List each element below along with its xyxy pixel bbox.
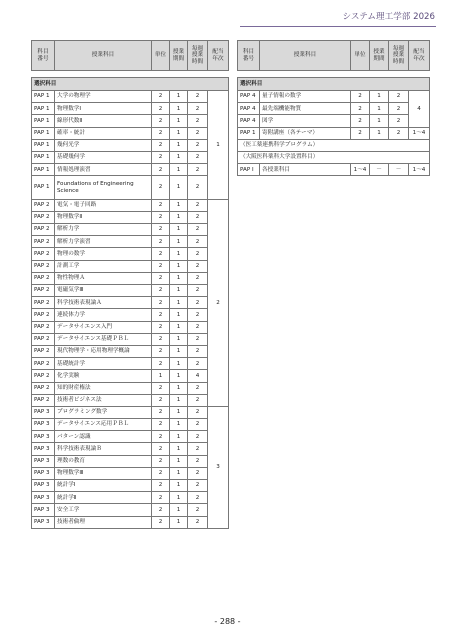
- table-row: [32, 139, 229, 151]
- col-header-year: 配当 年次: [409, 41, 430, 71]
- course-number: PAP 3: [32, 467, 55, 479]
- units: 2: [152, 406, 170, 418]
- course-name: Foundations of Engineering Science: [55, 176, 152, 199]
- course-number: PAP 1: [238, 127, 260, 139]
- course-name: 理数の教育: [55, 455, 152, 467]
- course-number: PAP 2: [32, 224, 55, 236]
- course-name: 線形代数Ⅱ: [55, 115, 152, 127]
- table-row: [238, 103, 430, 115]
- units: 2: [152, 285, 170, 297]
- course-name: 基礎幾何学: [55, 151, 152, 163]
- weekly-hours: 2: [188, 176, 208, 199]
- col-header-weekly: 毎週 授業 時間: [389, 41, 409, 71]
- course-name: 科学技術表現論Ｂ: [55, 443, 152, 455]
- course-name: 物理数学Ⅱ: [55, 211, 152, 223]
- units: 1: [152, 370, 170, 382]
- table-row: [32, 248, 229, 260]
- header-rule: [240, 26, 436, 27]
- course-name: 大学の物理学: [55, 91, 152, 103]
- period: 1: [170, 504, 188, 516]
- weekly-hours: 2: [188, 333, 208, 345]
- period: 1: [170, 382, 188, 394]
- course-number: PAP 2: [32, 345, 55, 357]
- weekly-hours: 2: [188, 504, 208, 516]
- table-row: [32, 211, 229, 223]
- units: 2: [152, 164, 170, 176]
- period: 1: [170, 333, 188, 345]
- units: 2: [152, 297, 170, 309]
- weekly-hours: 2: [188, 127, 208, 139]
- table-row: [32, 321, 229, 333]
- weekly-hours: －: [389, 164, 409, 176]
- period: 1: [170, 431, 188, 443]
- period: －: [370, 164, 389, 176]
- table-row: [32, 419, 229, 431]
- table-row: [32, 382, 229, 394]
- col-header-course: 授業科目: [260, 41, 351, 71]
- course-name: データサイエンス入門: [55, 321, 152, 333]
- weekly-hours: 4: [188, 370, 208, 382]
- weekly-hours: 2: [188, 115, 208, 127]
- assigned-year: 1: [208, 91, 229, 200]
- weekly-hours: 2: [188, 151, 208, 163]
- course-number: PAP 1: [32, 139, 55, 151]
- weekly-hours: 2: [389, 127, 409, 139]
- period: 1: [170, 345, 188, 357]
- period: 1: [170, 139, 188, 151]
- units: 2: [152, 467, 170, 479]
- period: 1: [170, 260, 188, 272]
- course-number: PAP 1: [32, 164, 55, 176]
- program-note: （医工薬連携科学プログラム）: [238, 139, 430, 151]
- course-number: PAP 2: [32, 285, 55, 297]
- course-number: PAP 4: [238, 91, 260, 103]
- program-note: （大阪医科薬科大学設置科目）: [238, 151, 430, 163]
- table-row: [32, 164, 229, 176]
- course-name: 電磁気学Ⅲ: [55, 285, 152, 297]
- weekly-hours: 2: [188, 443, 208, 455]
- units: 2: [152, 248, 170, 260]
- course-name: 化学実験: [55, 370, 152, 382]
- course-number: PAP 3: [32, 431, 55, 443]
- period: 1: [170, 151, 188, 163]
- weekly-hours: 2: [188, 480, 208, 492]
- weekly-hours: 2: [188, 321, 208, 333]
- units: 2: [152, 115, 170, 127]
- period: 1: [170, 103, 188, 115]
- units: 2: [152, 236, 170, 248]
- course-number: PAP 2: [32, 394, 55, 406]
- course-number: PAP 2: [32, 370, 55, 382]
- course-name: 技術者ビジネス法: [55, 394, 152, 406]
- period: 1: [170, 91, 188, 103]
- course-name: 計測工学: [55, 260, 152, 272]
- period: 1: [170, 211, 188, 223]
- period: 1: [370, 103, 389, 115]
- course-name: 物性物理Ａ: [55, 272, 152, 284]
- table-row: [32, 516, 229, 528]
- period: 1: [170, 492, 188, 504]
- course-number: PAP 1: [32, 176, 55, 199]
- col-header-year: 配当 年次: [208, 41, 229, 71]
- section-label: 選択科目: [238, 78, 430, 91]
- period: 1: [170, 321, 188, 333]
- course-number: PAP 3: [32, 492, 55, 504]
- course-number: PAP 2: [32, 236, 55, 248]
- table-row: [32, 358, 229, 370]
- course-name: 統計学Ⅱ: [55, 492, 152, 504]
- course-number: PAP 3: [32, 406, 55, 418]
- period: 1: [170, 236, 188, 248]
- weekly-hours: 2: [188, 139, 208, 151]
- table-row: [238, 115, 430, 127]
- table-row: [32, 297, 229, 309]
- weekly-hours: 2: [188, 224, 208, 236]
- units: 2: [152, 91, 170, 103]
- units: 2: [351, 103, 370, 115]
- table-row: [238, 164, 430, 176]
- right-course-table: [237, 40, 430, 176]
- units: 2: [152, 504, 170, 516]
- weekly-hours: 2: [389, 115, 409, 127]
- table-row: [32, 431, 229, 443]
- course-number: PAP 2: [32, 382, 55, 394]
- weekly-hours: 2: [188, 358, 208, 370]
- assigned-year: 2: [208, 199, 229, 406]
- table-row: [32, 115, 229, 127]
- units: 2: [152, 431, 170, 443]
- left-course-table: [31, 40, 229, 529]
- course-name: 確率・統計: [55, 127, 152, 139]
- table-row: [32, 224, 229, 236]
- weekly-hours: 2: [188, 345, 208, 357]
- course-number: PAP 4: [238, 115, 260, 127]
- weekly-hours: 2: [188, 297, 208, 309]
- course-name: 基礎統計学: [55, 358, 152, 370]
- table-row: [32, 406, 229, 418]
- weekly-hours: 2: [188, 455, 208, 467]
- course-number: PAP 2: [32, 260, 55, 272]
- course-name: 寄附講座（各テーマ）: [260, 127, 351, 139]
- table-row: [32, 504, 229, 516]
- assigned-year: 3: [208, 406, 229, 528]
- table-row: [32, 91, 229, 103]
- table-row: [32, 345, 229, 357]
- period: 1: [170, 516, 188, 528]
- period: 1: [170, 455, 188, 467]
- course-number: PAP 2: [32, 358, 55, 370]
- units: 2: [351, 127, 370, 139]
- course-name: 各授業科目: [260, 164, 351, 176]
- table-row: [32, 370, 229, 382]
- course-name: 最先端機能物質: [260, 103, 351, 115]
- course-name: 電気・電子回路: [55, 199, 152, 211]
- period: 1: [170, 370, 188, 382]
- course-number: PAP 2: [32, 297, 55, 309]
- course-name: 量子情報の数学: [260, 91, 351, 103]
- course-name: 安全工学: [55, 504, 152, 516]
- period: 1: [170, 297, 188, 309]
- course-number: PAP 2: [32, 272, 55, 284]
- table-row: [32, 199, 229, 211]
- units: 2: [152, 199, 170, 211]
- weekly-hours: 2: [188, 467, 208, 479]
- table-row: [32, 176, 229, 199]
- weekly-hours: 2: [188, 236, 208, 248]
- table-row: [32, 127, 229, 139]
- course-name: 現代物理学・応用物理学概論: [55, 345, 152, 357]
- units: 2: [152, 345, 170, 357]
- course-number: PAP 2: [32, 333, 55, 345]
- table-row: [32, 394, 229, 406]
- course-number: PAP 2: [32, 199, 55, 211]
- period: 1: [370, 115, 389, 127]
- period: 1: [170, 127, 188, 139]
- units: 2: [152, 394, 170, 406]
- col-header-unit: 単位: [152, 41, 170, 71]
- course-name: 情報処理演習: [55, 164, 152, 176]
- weekly-hours: 2: [188, 419, 208, 431]
- assigned-year: 4: [409, 91, 430, 128]
- units: 2: [152, 455, 170, 467]
- period: 1: [170, 480, 188, 492]
- period: 1: [170, 248, 188, 260]
- course-number: PAP 1: [32, 151, 55, 163]
- period: 1: [170, 443, 188, 455]
- course-number: PAP 2: [32, 309, 55, 321]
- course-name: 物理数学Ⅲ: [55, 467, 152, 479]
- units: 2: [152, 224, 170, 236]
- units: 2: [351, 115, 370, 127]
- course-name: 物理の数学: [55, 248, 152, 260]
- course-name: プログラミング数学: [55, 406, 152, 418]
- spacer: [32, 71, 229, 78]
- assigned-year: 1〜4: [409, 127, 430, 139]
- weekly-hours: 2: [188, 248, 208, 260]
- units: 2: [152, 492, 170, 504]
- table-row: [32, 480, 229, 492]
- table-row: [238, 127, 430, 139]
- course-number: PAP 2: [32, 248, 55, 260]
- period: 1: [170, 394, 188, 406]
- course-number: PAP 3: [32, 455, 55, 467]
- period: 1: [170, 224, 188, 236]
- weekly-hours: 2: [188, 309, 208, 321]
- units: 2: [152, 260, 170, 272]
- units: 2: [152, 309, 170, 321]
- course-number: PAP 1: [32, 103, 55, 115]
- period: 1: [170, 164, 188, 176]
- course-number: PAP 3: [32, 443, 55, 455]
- period: 1: [170, 285, 188, 297]
- course-number: PAP 1: [32, 127, 55, 139]
- col-header-unit: 単位: [351, 41, 370, 71]
- assigned-year: 1〜4: [409, 164, 430, 176]
- units: 2: [152, 419, 170, 431]
- weekly-hours: 2: [389, 103, 409, 115]
- course-number: PAP 2: [32, 211, 55, 223]
- units: 2: [152, 358, 170, 370]
- period: 1: [170, 272, 188, 284]
- course-name: 図学: [260, 115, 351, 127]
- col-header-period: 授業 期間: [170, 41, 188, 71]
- weekly-hours: 2: [188, 516, 208, 528]
- period: 1: [170, 419, 188, 431]
- weekly-hours: 2: [188, 272, 208, 284]
- table-row: [32, 236, 229, 248]
- table-row: [32, 260, 229, 272]
- units: 2: [152, 516, 170, 528]
- course-name: データサイエンス基礎ＰＢＬ: [55, 333, 152, 345]
- course-name: 幾何光学: [55, 139, 152, 151]
- units: 2: [152, 151, 170, 163]
- units: 1〜4: [351, 164, 370, 176]
- course-number: PAP 4: [238, 103, 260, 115]
- weekly-hours: 2: [188, 164, 208, 176]
- course-number: PAP 3: [32, 516, 55, 528]
- table-row: [32, 272, 229, 284]
- spacer: [238, 71, 430, 78]
- table-row: [238, 91, 430, 103]
- course-name: 科学技術表現論Ａ: [55, 297, 152, 309]
- col-header-period: 授業 期間: [370, 41, 389, 71]
- weekly-hours: 2: [188, 431, 208, 443]
- table-row: [32, 467, 229, 479]
- course-name: 解析力学: [55, 224, 152, 236]
- course-number: PAP 3: [32, 480, 55, 492]
- units: 2: [152, 176, 170, 199]
- course-number: PAP 2: [32, 321, 55, 333]
- weekly-hours: 2: [389, 91, 409, 103]
- weekly-hours: 2: [188, 199, 208, 211]
- weekly-hours: 2: [188, 211, 208, 223]
- col-header-weekly: 毎週 授業 時間: [188, 41, 208, 71]
- period: 1: [370, 127, 389, 139]
- units: 2: [152, 480, 170, 492]
- weekly-hours: 2: [188, 406, 208, 418]
- course-name: パターン認識: [55, 431, 152, 443]
- period: 1: [170, 406, 188, 418]
- units: 2: [152, 211, 170, 223]
- units: 2: [152, 443, 170, 455]
- weekly-hours: 2: [188, 260, 208, 272]
- course-number: PAP 3: [32, 419, 55, 431]
- period: 1: [170, 199, 188, 211]
- course-name: 統計学Ⅰ: [55, 480, 152, 492]
- weekly-hours: 2: [188, 285, 208, 297]
- period: 1: [170, 358, 188, 370]
- table-row: [32, 103, 229, 115]
- course-number: PAP I: [238, 164, 260, 176]
- weekly-hours: 2: [188, 382, 208, 394]
- weekly-hours: 2: [188, 103, 208, 115]
- course-name: 連続体力学: [55, 309, 152, 321]
- period: 1: [170, 309, 188, 321]
- table-row: [32, 455, 229, 467]
- units: 2: [152, 333, 170, 345]
- period: 1: [370, 91, 389, 103]
- period: 1: [170, 467, 188, 479]
- course-name: 物理数学Ⅰ: [55, 103, 152, 115]
- weekly-hours: 2: [188, 492, 208, 504]
- course-number: PAP 1: [32, 115, 55, 127]
- table-row: [32, 443, 229, 455]
- col-header-number: 科目 番号: [238, 41, 260, 71]
- course-name: 解析力学演習: [55, 236, 152, 248]
- units: 2: [152, 382, 170, 394]
- section-label: 選択科目: [32, 78, 229, 91]
- period: 1: [170, 115, 188, 127]
- table-row: [32, 309, 229, 321]
- col-header-course: 授業科目: [55, 41, 152, 71]
- page-number: - 288 -: [214, 617, 241, 626]
- course-name: 技術者倫理: [55, 516, 152, 528]
- units: 2: [152, 321, 170, 333]
- units: 2: [351, 91, 370, 103]
- table-row: [32, 285, 229, 297]
- units: 2: [152, 103, 170, 115]
- course-name: 知的財産権法: [55, 382, 152, 394]
- units: 2: [152, 139, 170, 151]
- weekly-hours: 2: [188, 394, 208, 406]
- table-row: [32, 492, 229, 504]
- table-row: [32, 151, 229, 163]
- weekly-hours: 2: [188, 91, 208, 103]
- table-row: [32, 333, 229, 345]
- course-number: PAP 3: [32, 504, 55, 516]
- units: 2: [152, 127, 170, 139]
- col-header-number: 科目 番号: [32, 41, 55, 71]
- course-number: PAP 1: [32, 91, 55, 103]
- page-header: システム理工学部 2026: [342, 12, 435, 22]
- period: 1: [170, 176, 188, 199]
- course-name: データサイエンス応用ＰＢＬ: [55, 419, 152, 431]
- units: 2: [152, 272, 170, 284]
